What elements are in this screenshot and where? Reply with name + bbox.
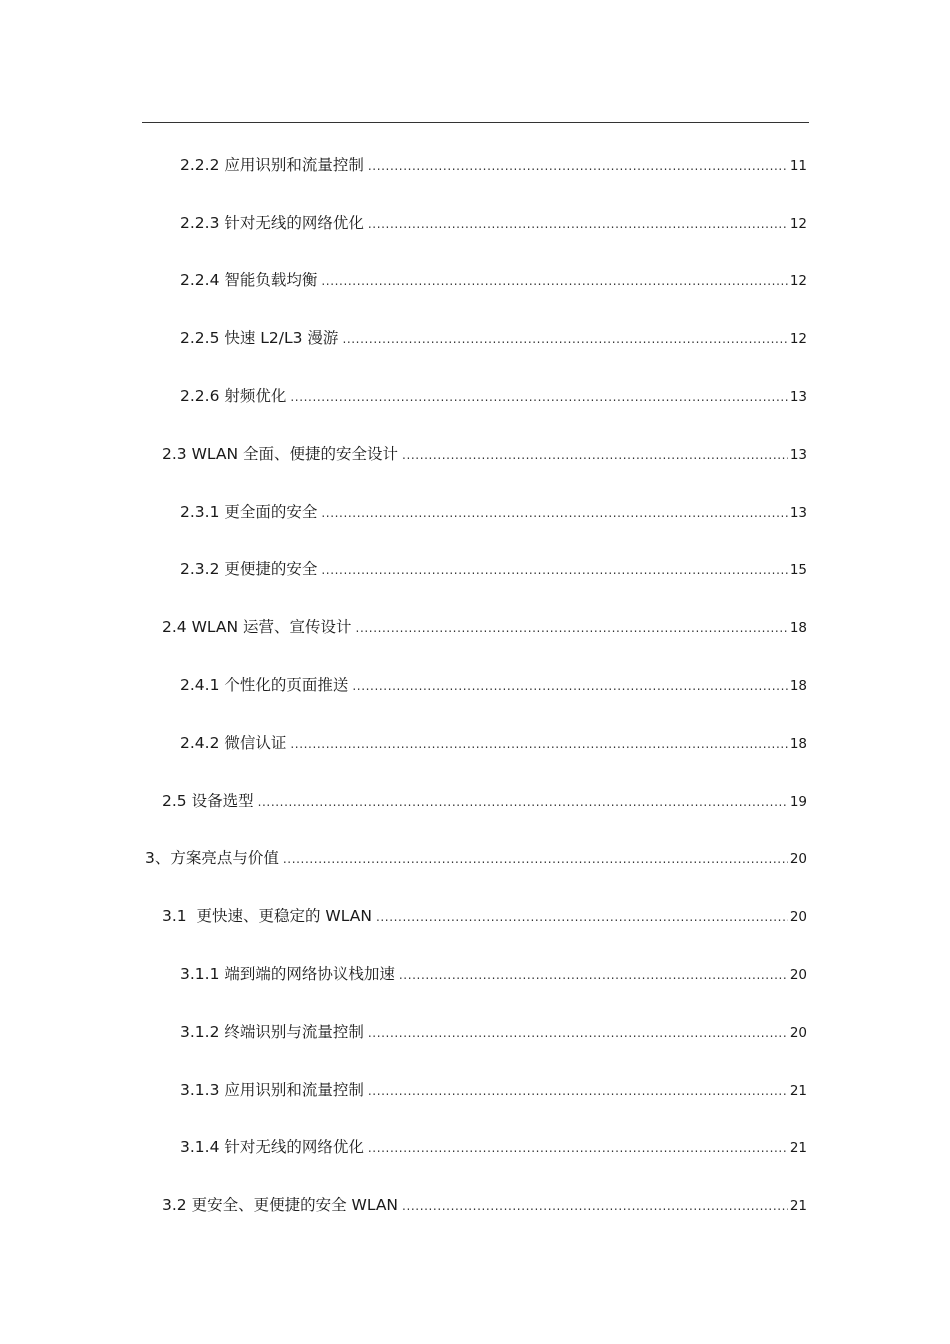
toc-entry-title: 2.4.2 微信认证 [180, 733, 287, 752]
toc-dot-leader [283, 849, 788, 868]
toc-dot-leader [402, 1196, 788, 1215]
toc-entry[interactable] [0, 464, 950, 522]
toc-entry-title: 3.1.2 终端识别与流量控制 [180, 1022, 364, 1041]
toc-entry-title: 2.2.3 针对无线的网络优化 [180, 213, 364, 232]
toc-entry[interactable] [0, 1100, 950, 1158]
toc-entry-title: 3.1.1 端到端的网络协议栈加速 [180, 964, 395, 983]
toc-entry-title: 3.1.3 应用识别和流量控制 [180, 1080, 364, 1099]
toc-dot-leader [402, 445, 788, 464]
toc-entry-title: 2.5 设备选型 [162, 791, 254, 810]
toc-entry[interactable] [0, 868, 950, 926]
toc-entry[interactable] [0, 695, 950, 753]
toc-page-number: 18 [789, 620, 807, 637]
toc-entry-title: 2.4.1 个性化的页面推送 [180, 675, 349, 694]
toc-dot-leader [368, 1081, 788, 1100]
toc-entry-title: 2.3.1 更全面的安全 [180, 502, 318, 521]
toc-page-number: 20 [789, 851, 807, 868]
toc-entry-title: 2.3.2 更便捷的安全 [180, 560, 318, 579]
toc-entry[interactable] [0, 522, 950, 580]
toc-entry[interactable] [0, 406, 950, 464]
toc-entry-line[interactable] [180, 155, 807, 175]
toc-entry-line[interactable] [180, 964, 807, 984]
toc-dot-leader [321, 271, 787, 290]
toc-dot-leader [290, 387, 787, 406]
toc-page-number: 21 [789, 1082, 807, 1099]
toc-entry[interactable] [0, 984, 950, 1042]
toc-entry-title: 3、方案亮点与价值 [145, 849, 279, 868]
toc-entry[interactable] [0, 175, 950, 233]
toc-entry-line[interactable] [180, 1080, 807, 1100]
toc-dot-leader [368, 214, 788, 233]
toc-entry[interactable] [0, 579, 950, 637]
toc-entry-line[interactable] [162, 906, 807, 926]
toc-entry-line[interactable] [145, 848, 807, 868]
toc-entry-title: 2.2.2 应用识别和流量控制 [180, 155, 364, 174]
toc-page-number: 11 [789, 157, 807, 174]
toc-dot-leader [368, 1023, 788, 1042]
toc-entry-title: 3.1.4 针对无线的网络优化 [180, 1138, 364, 1157]
toc-entry-title: 3.1 更快速、更稳定的 WLAN [162, 907, 372, 926]
toc-dot-leader [368, 156, 788, 175]
toc-page-number: 13 [789, 446, 807, 463]
toc-entry-line[interactable] [180, 270, 807, 290]
toc-entry-line[interactable] [180, 559, 807, 579]
toc-page-number: 12 [789, 215, 807, 232]
toc-dot-leader [352, 676, 787, 695]
toc-entry[interactable] [0, 233, 950, 291]
toc-page-number: 20 [789, 966, 807, 983]
toc-dot-leader [399, 965, 788, 984]
toc-entry-title: 3.2 更安全、更便捷的安全 WLAN [162, 1196, 399, 1215]
toc-dot-leader [321, 560, 787, 579]
toc-entry[interactable] [0, 811, 950, 869]
toc-entry[interactable] [0, 117, 950, 175]
toc-page-number: 13 [789, 388, 807, 405]
toc-page-number: 13 [789, 504, 807, 521]
toc-page-number: 21 [789, 1140, 807, 1157]
toc-entry-title: 2.4 WLAN 运营、宣传设计 [162, 618, 352, 637]
toc-dot-leader [368, 1138, 788, 1157]
table-of-contents [0, 117, 950, 1215]
toc-dot-leader [290, 734, 787, 753]
toc-entry[interactable] [0, 290, 950, 348]
toc-entry-line[interactable] [180, 1137, 807, 1157]
toc-page-number: 12 [789, 331, 807, 348]
toc-page-number: 19 [789, 793, 807, 810]
toc-entry-title: 2.2.4 智能负载均衡 [180, 271, 318, 290]
toc-page-number: 15 [789, 562, 807, 579]
toc-page-number: 12 [789, 273, 807, 290]
toc-entry-line[interactable] [180, 733, 807, 753]
toc-page-number: 18 [789, 735, 807, 752]
toc-entry-title: 2.2.5 快速 L2/L3 漫游 [180, 329, 339, 348]
toc-entry[interactable] [0, 926, 950, 984]
toc-page-number: 20 [789, 909, 807, 926]
toc-entry-line[interactable] [162, 1195, 807, 1215]
toc-entry[interactable] [0, 348, 950, 406]
toc-entry[interactable] [0, 753, 950, 811]
toc-entry-line[interactable] [162, 444, 807, 464]
toc-entry-line[interactable] [162, 791, 807, 811]
toc-dot-leader [321, 503, 787, 522]
toc-entry-title: 2.2.6 射频优化 [180, 386, 287, 405]
toc-page-number: 20 [789, 1024, 807, 1041]
toc-dot-leader [356, 618, 788, 637]
toc-entry[interactable] [0, 637, 950, 695]
toc-entry-line[interactable] [162, 617, 807, 637]
toc-page-number: 18 [789, 677, 807, 694]
toc-entry-line[interactable] [180, 386, 807, 406]
toc-entry-title: 2.3 WLAN 全面、便捷的安全设计 [162, 444, 399, 463]
toc-entry-line[interactable] [180, 213, 807, 233]
toc-entry-line[interactable] [180, 675, 807, 695]
toc-page-number: 21 [789, 1198, 807, 1215]
toc-dot-leader [342, 329, 787, 348]
toc-entry[interactable] [0, 1157, 950, 1215]
toc-entry-line[interactable] [180, 502, 807, 522]
toc-dot-leader [376, 907, 788, 926]
toc-entry[interactable] [0, 1042, 950, 1100]
toc-entry-line[interactable] [180, 1022, 807, 1042]
toc-dot-leader [258, 792, 788, 811]
toc-entry-line[interactable] [180, 328, 807, 348]
